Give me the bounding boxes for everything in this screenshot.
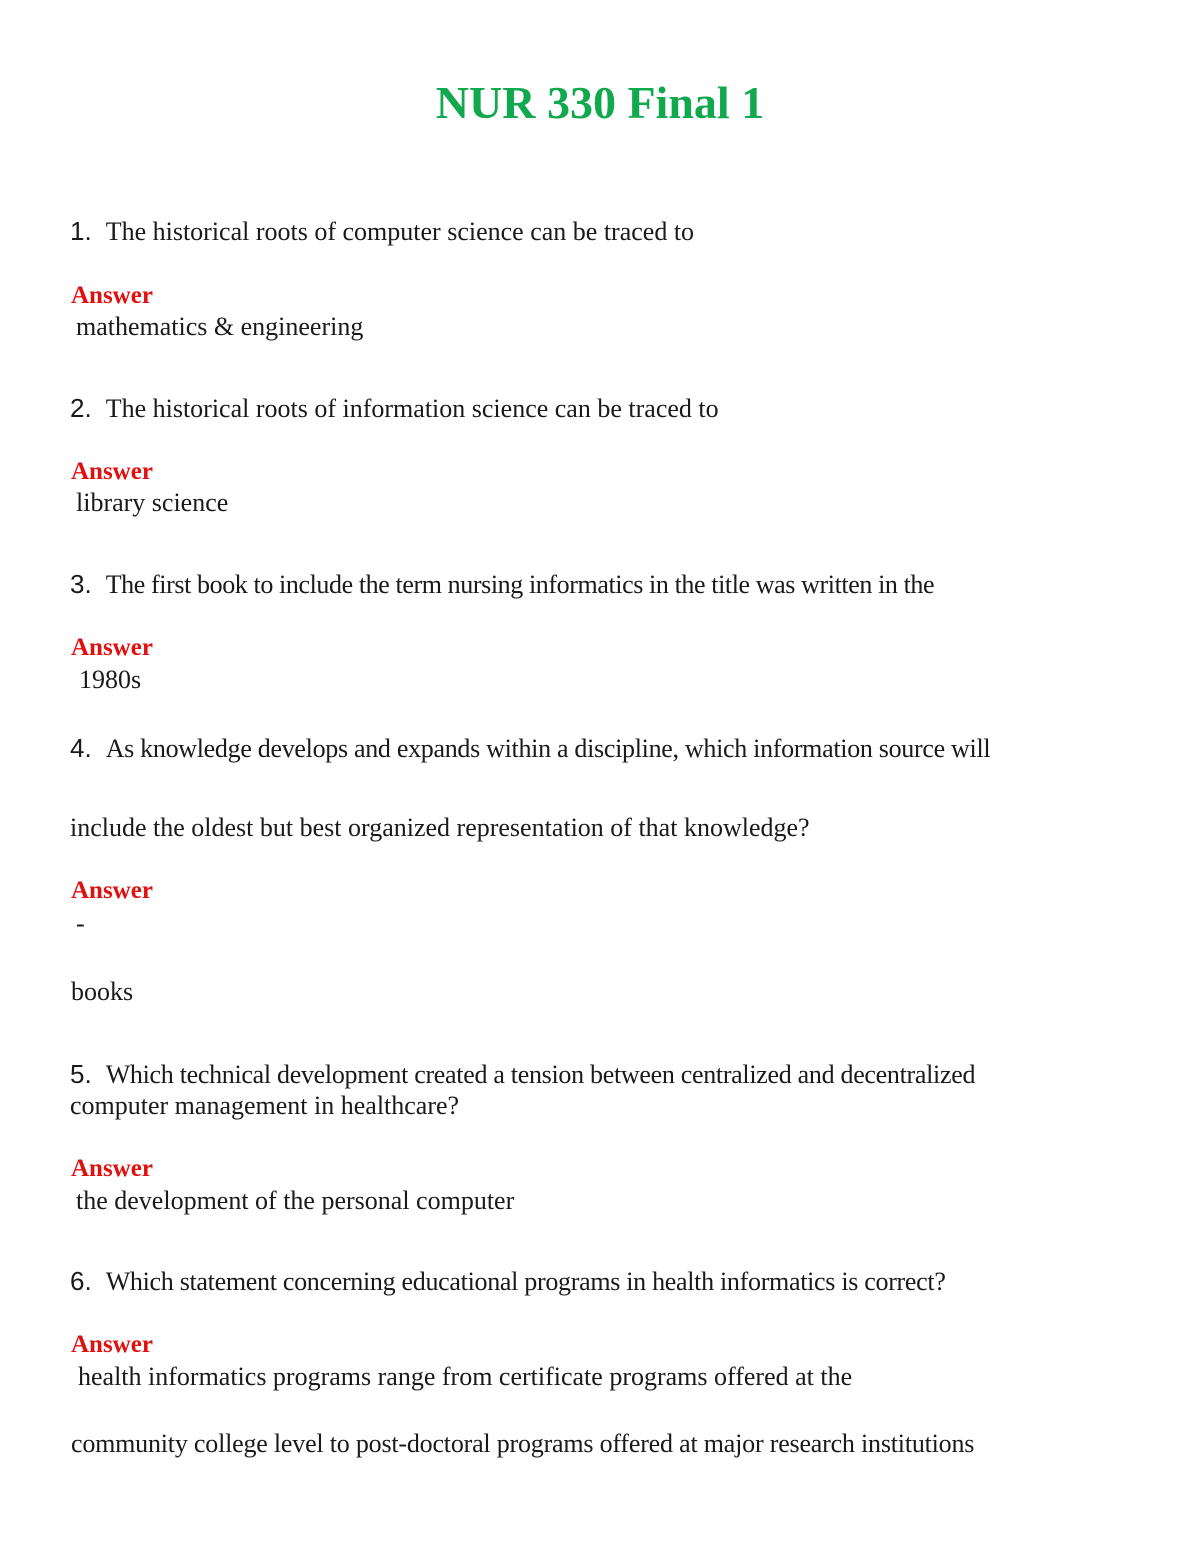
question-text: Which technical development created a tension between centralized and decentralized bbox=[105, 1060, 976, 1089]
answer-label: Answer bbox=[71, 1155, 153, 1182]
question-3 bbox=[70, 569, 1150, 600]
question-2 bbox=[70, 393, 1150, 424]
question-text: The historical roots of information science can be traced to bbox=[105, 394, 719, 423]
question-number: 1. bbox=[70, 216, 92, 246]
question-number: 3. bbox=[70, 569, 92, 599]
answer-label: Answer bbox=[71, 458, 153, 485]
question-text: Which statement concerning educational programs in health informatics is correct? bbox=[105, 1267, 946, 1296]
answer-text: the development of the personal computer bbox=[76, 1186, 515, 1215]
question-text: The historical roots of computer science can be traced to bbox=[105, 217, 695, 246]
question-5 bbox=[70, 1059, 1150, 1090]
page-title: NUR 330 Final 1 bbox=[435, 77, 765, 128]
answer-text: health informatics programs range from certificate programs offered at the bbox=[78, 1362, 853, 1391]
question-text: The first book to include the term nursing informatics in the title was written in the bbox=[105, 570, 935, 599]
answer-text: 1980s bbox=[79, 665, 142, 694]
question-number: 6. bbox=[70, 1266, 92, 1296]
question-text-continued: computer management in healthcare? bbox=[70, 1091, 460, 1120]
answer-label: Answer bbox=[71, 282, 153, 309]
answer-label: Answer bbox=[71, 877, 153, 904]
answer-label: Answer bbox=[71, 634, 153, 661]
answer-label: Answer bbox=[71, 1331, 153, 1358]
answer-text: library science bbox=[76, 488, 229, 517]
question-1 bbox=[70, 216, 1150, 247]
question-text: As knowledge develops and expands within a discipline, which information source will bbox=[105, 734, 991, 763]
answer-text: books bbox=[71, 977, 134, 1006]
question-number: 4. bbox=[70, 733, 92, 763]
question-number: 5. bbox=[70, 1059, 92, 1089]
question-number: 2. bbox=[70, 393, 92, 423]
answer-dash: - bbox=[76, 909, 85, 938]
question-text-continued: include the oldest but best organized representation of that knowledge? bbox=[70, 813, 810, 842]
answer-text-continued: community college level to post-doctoral programs offered at major research institutions bbox=[71, 1429, 975, 1458]
question-4 bbox=[70, 733, 1150, 764]
answer-text: mathematics & engineering bbox=[76, 312, 364, 341]
question-6 bbox=[70, 1266, 1150, 1297]
